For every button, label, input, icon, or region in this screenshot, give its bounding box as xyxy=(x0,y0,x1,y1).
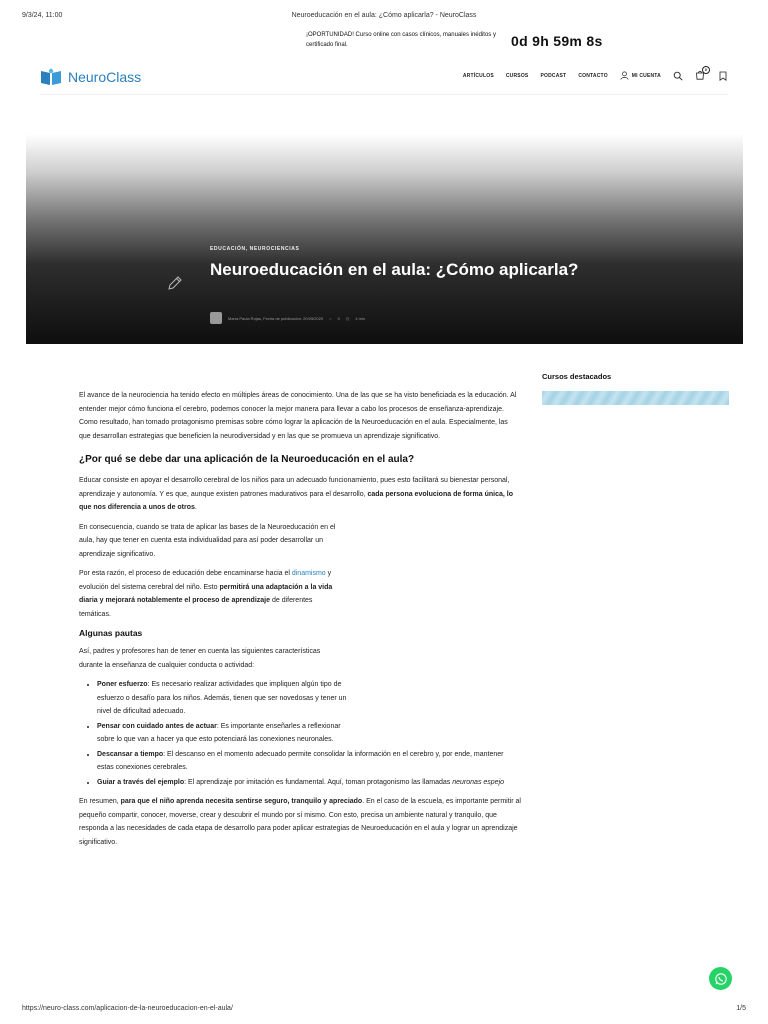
dinamismo-link[interactable]: dinamismo xyxy=(291,570,326,577)
account-label: MI CUENTA xyxy=(631,72,661,79)
print-doc-title: Neuroeducación en el aula: ¿Cómo aplicarla? - NeuroClass xyxy=(291,12,477,19)
whatsapp-icon xyxy=(714,972,728,986)
print-footer xyxy=(22,1005,746,1012)
page-title: Neuroeducación en el aula: ¿Cómo aplicarla? xyxy=(210,260,579,279)
account-link[interactable] xyxy=(620,71,661,80)
paragraph-5 xyxy=(79,795,521,849)
p5-text-c: . En el caso de la escuela, es importante permitir al pequeño compartir, conocer, moverse, crear y descubrir el mundo por sí mismo. Con esto, precisa un ambiente natural y tranquilo, que responda a las necesidades de cada etapa de desarrollo para poder aplicar estrategias de Neuroeducación en el aula y lograr un aprendizaje significativo. xyxy=(79,798,521,846)
paragraph-2: En consecuencia, cuando se trata de aplicar las bases de la Neuroeducación en el aula, hay que tener en cuenta esta individualidad para así poder desarrollar un aprendizaje significativo. xyxy=(79,523,336,558)
list-item-title: Pensar con cuidado antes de actuar xyxy=(97,722,217,730)
promo-countdown: 0d 9h 59m 8s xyxy=(511,33,603,49)
cart-button[interactable] xyxy=(695,67,708,81)
nav-item-cursos[interactable]: CURSOS xyxy=(505,72,529,79)
p3-text-d: de diferentes temáticas. xyxy=(79,597,313,618)
paragraph-1 xyxy=(79,474,521,515)
nav-item-articulos[interactable]: ARTÍCULOS xyxy=(462,72,494,79)
article-intro: El avance de la neurociencia ha tenido efecto en múltiples áreas de conocimiento. Una de las que se ha visto beneficiada es la educación. Al entender mejor cómo funciona el cerebro, podemos conocer la mejor manera para llevar a cabo los procesos de enseñanza-aprendizaje. Como resultado, han tomado protagonismo premisas sobre cómo lograr la aplicación de la Neuroeducación en el aula. Especialmente, las que desarrollan estrategias que beneficien la neurodiversidad y en las que se promueva un aprendizaje significativo. xyxy=(79,392,517,440)
main-menu xyxy=(462,67,728,81)
article-body xyxy=(79,389,521,855)
p3-text-a: Por esta razón, el proceso de educación debe encaminarse hacia el xyxy=(79,570,292,577)
paragraph-3 xyxy=(79,567,344,621)
hero-banner xyxy=(26,134,743,344)
search-icon[interactable] xyxy=(673,71,683,81)
nav-item-podcast[interactable]: PODCAST xyxy=(540,72,567,79)
list-item-text: : El aprendizaje por imitación es fundamental. Aquí, toman protagonismo las llamadas xyxy=(184,778,453,786)
print-page-number: 1/5 xyxy=(736,1005,746,1012)
meta-reading-time: 4 min xyxy=(355,315,366,321)
list-item-title: Guiar a través del ejemplo xyxy=(97,778,185,786)
user-icon xyxy=(620,71,629,80)
author-avatar xyxy=(210,312,222,324)
promo-text[interactable]: ¡OPORTUNIDAD! Curso online con casos clínicos, manuales inéditos y certificado final. xyxy=(306,32,496,48)
comment-icon: ○ xyxy=(329,315,332,321)
pencil-icon xyxy=(166,274,184,292)
list-item-text: : El descanso en el momento adecuado permite consolidar la información en el cerebro y, por ende, mantener estas conexiones cerebrales. xyxy=(97,750,504,771)
bookmark-icon[interactable] xyxy=(718,71,728,81)
print-header xyxy=(22,12,746,19)
list-item xyxy=(97,720,355,747)
print-url: https://neuro-class.com/aplicacion-de-la-neuroeducacion-en-el-aula/ xyxy=(22,1005,233,1012)
top-navigation xyxy=(40,62,728,95)
list-item-emphasis: neuronas espejo xyxy=(452,778,505,786)
cart-count-badge: 0 xyxy=(702,66,710,74)
p5-text-a: En resumen, xyxy=(79,798,121,805)
paragraph-4: Así, padres y profesores han de tener en cuenta las siguientes características durante la enseñanza de cualquier conducta o actividad: xyxy=(79,648,321,669)
sidebar-title: Cursos destacados xyxy=(542,372,612,381)
book-logo-icon xyxy=(40,68,62,86)
list-item xyxy=(97,678,355,719)
list-item-text: : Es necesario realizar actividades que impliquen algún tipo de esfuerzo o desafío para los niños. Además, tienen que ser novedosas y tener un nivel de dificultad adecuado. xyxy=(97,681,347,715)
list-item xyxy=(97,776,521,790)
p3-bold: permitirá una adaptación a la vida diaria y mejorará notablemente el proceso de aprendizaje xyxy=(79,583,333,604)
p1-text-a: Educar consiste en apoyar el desarrollo cerebral de los niños para un adecuado funcionamiento, pues esto facilitará su bienestar personal, aprendizaje y autonomía. Y es que, aunque existen patrones madurativos para el desarrollo, xyxy=(79,477,510,498)
list-item-text: : Es importante enseñarles a reflexionar sobre lo que van a hacer ya que esto potenciará las conexiones neuronales. xyxy=(97,722,341,743)
p3-text-b: y evolución del sistema cerebral del niño. Esto xyxy=(79,570,332,591)
subsection-heading: Algunas pautas xyxy=(79,628,143,638)
guidelines-list xyxy=(79,678,521,789)
list-item xyxy=(97,748,521,775)
hero-categories[interactable]: EDUCACIÓN, NEUROCIENCIAS xyxy=(210,246,300,252)
p1-text-c: . xyxy=(194,504,197,511)
list-item-title: Poner esfuerzo xyxy=(97,681,148,688)
clock-icon: ◷ xyxy=(345,315,350,321)
meta-author-date[interactable]: María Paula Rojas, Fecha de publicación: 20/05/2020 xyxy=(228,315,324,321)
nav-item-contacto[interactable]: CONTACTO xyxy=(578,72,608,79)
featured-course-banner[interactable] xyxy=(542,391,729,405)
hero-meta xyxy=(210,312,365,324)
whatsapp-button[interactable] xyxy=(709,967,732,990)
meta-comments[interactable]: 0 xyxy=(337,315,340,321)
p5-bold: para que el niño aprenda necesita sentirse seguro, tranquilo y apreciado xyxy=(120,798,363,805)
site-logo[interactable] xyxy=(40,68,141,86)
logo-text: NeuroClass xyxy=(68,69,142,85)
list-item-title: Descansar a tiempo xyxy=(97,750,164,758)
p1-bold: cada persona evoluciona de forma única, lo que nos diferencia a unos de otros xyxy=(79,490,513,511)
print-datetime: 9/3/24, 11:00 xyxy=(22,12,63,19)
section-heading: ¿Por qué se debe dar una aplicación de la Neuroeducación en el aula? xyxy=(79,454,415,465)
